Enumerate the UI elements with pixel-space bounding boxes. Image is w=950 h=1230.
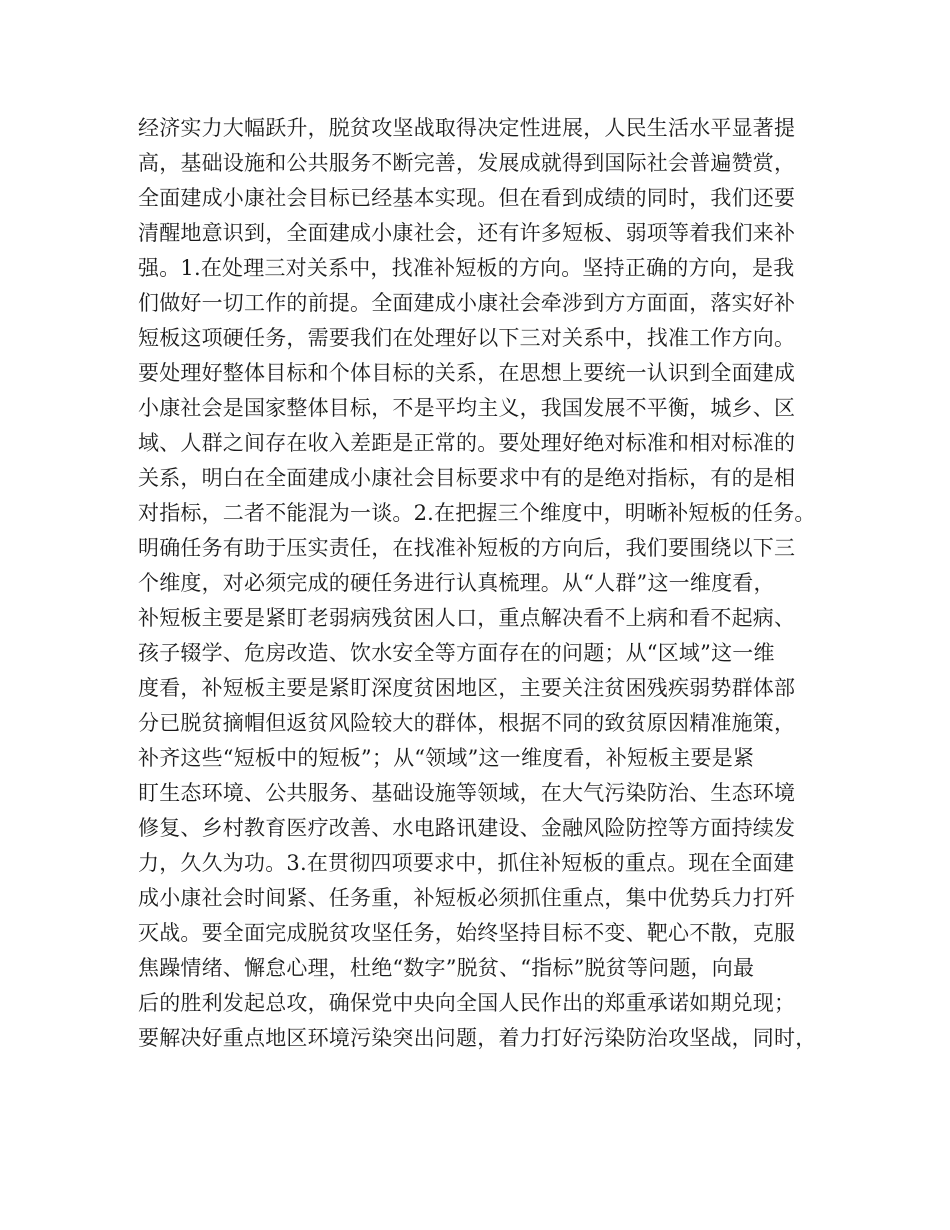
text-line: 们做好一切工作的前提。全面建成小康社会牵涉到方方面面，落实好补 xyxy=(138,291,796,315)
text-line: 关系，明白在全面建成小康社会目标要求中有的是绝对指标，有的是相 xyxy=(138,466,796,490)
text-line: 度看，补短板主要是紧盯深度贫困地区，主要关注贫困残疾弱势群体部 xyxy=(138,676,796,700)
text-line: 经济实力大幅跃升，脱贫攻坚战取得决定性进展，人民生活水平显著提 xyxy=(138,116,796,140)
text-line: 补短板主要是紧盯老弱病残贫困人口，重点解决看不上病和看不起病、 xyxy=(138,606,796,630)
text-line: 清醒地意识到，全面建成小康社会，还有许多短板、弱项等着我们来补 xyxy=(138,221,796,245)
text-line: 高，基础设施和公共服务不断完善，发展成就得到国际社会普遍赞赏， xyxy=(138,151,796,175)
text-line: 力，久久为功。3.在贯彻四项要求中，抓住补短板的重点。现在全面建 xyxy=(138,851,795,875)
text-line: 强。1.在处理三对关系中，找准补短板的方向。坚持正确的方向，是我 xyxy=(138,256,795,280)
text-line: 灭战。要全面完成脱贫攻坚任务，始终坚持目标不变、靶心不散，克服 xyxy=(138,921,796,945)
text-line: 明确任务有助于压实责任，在找准补短板的方向后，我们要围绕以下三 xyxy=(138,536,796,560)
text-line: 要解决好重点地区环境污染突出问题，着力打好污染防治攻坚战，同时， xyxy=(138,1026,817,1050)
text-line: 个维度，对必须完成的硬任务进行认真梳理。从“人群”这一维度看， xyxy=(138,571,775,595)
text-line: 焦躁情绪、懈怠心理，杜绝“数字”脱贫、“指标”脱贫等问题，向最 xyxy=(138,956,755,980)
text-line: 要处理好整体目标和个体目标的关系，在思想上要统一认识到全面建成 xyxy=(138,361,796,385)
text-line: 孩子辍学、危房改造、饮水安全等方面存在的问题；从“区域”这一维 xyxy=(138,641,775,665)
text-line: 盯生态环境、公共服务、基础设施等领域，在大气污染防治、生态环境 xyxy=(138,781,796,805)
text-line: 后的胜利发起总攻，确保党中央向全国人民作出的郑重承诺如期兑现； xyxy=(138,991,796,1015)
text-line: 分已脱贫摘帽但返贫风险较大的群体，根据不同的致贫原因精准施策， xyxy=(138,711,796,735)
body-text xyxy=(138,111,828,1056)
text-line: 短板这项硬任务，需要我们在处理好以下三对关系中，找准工作方向。 xyxy=(138,326,796,350)
text-line: 成小康社会时间紧、任务重，补短板必须抓住重点，集中优势兵力打歼 xyxy=(138,886,796,910)
text-line: 对指标，二者不能混为一谈。2.在把握三个维度中，明晰补短板的任务。 xyxy=(138,501,816,525)
text-line: 小康社会是国家整体目标，不是平均主义，我国发展不平衡，城乡、区 xyxy=(138,396,796,420)
text-line: 修复、乡村教育医疗改善、水电路讯建设、金融风险防控等方面持续发 xyxy=(138,816,796,840)
text-line: 域、人群之间存在收入差距是正常的。要处理好绝对标准和相对标准的 xyxy=(138,431,796,455)
text-line: 补齐这些“短板中的短板”；从“领域”这一维度看，补短板主要是紧 xyxy=(138,746,755,770)
text-line: 全面建成小康社会目标已经基本实现。但在看到成绩的同时，我们还要 xyxy=(138,186,796,210)
